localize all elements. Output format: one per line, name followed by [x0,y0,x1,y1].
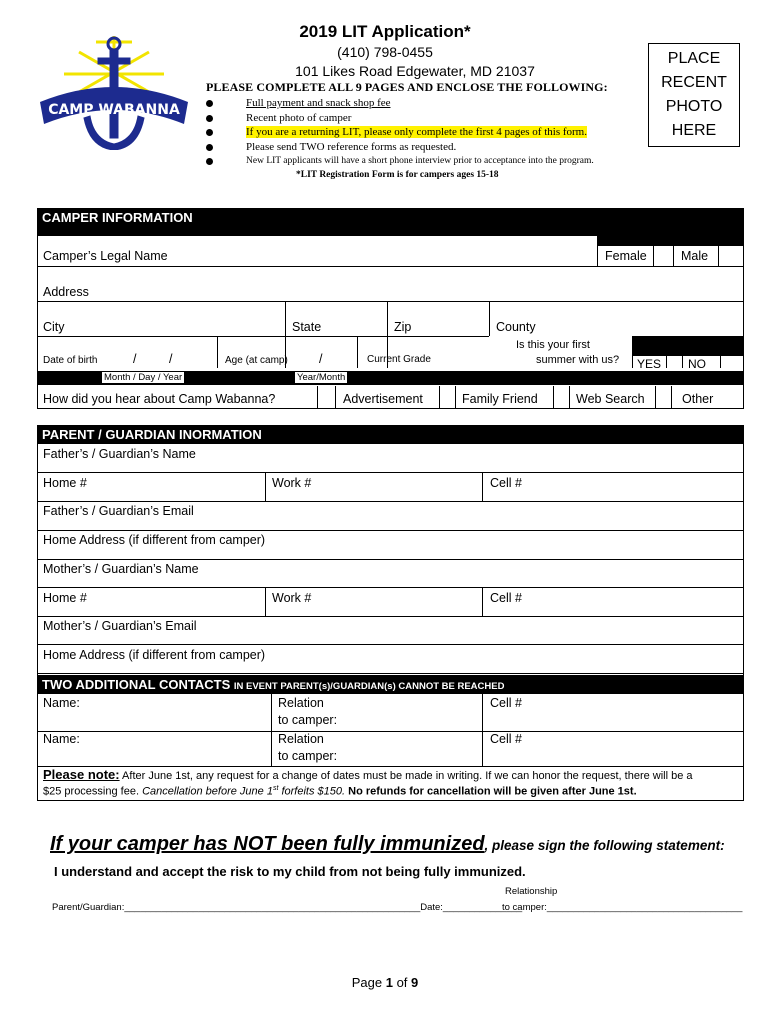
father-home-address-label[interactable]: Home Address (if different from camper) [43,533,266,547]
contact-1-relation-label[interactable]: Relation [278,696,324,710]
please-note-line-2: $25 processing fee. Cancellation before June 1st forfeits $150. No refunds for cancellation will be given after June 1st. [43,785,637,798]
camp-address: 101 Likes Road Edgewater, MD 21037 [295,63,535,79]
list-item: If you are a returning LIT, please only complete the first 4 pages of this form. [206,125,608,140]
age-slash: / [319,352,323,366]
father-work-phone-label[interactable]: Work # [272,476,312,490]
father-home-phone-label[interactable]: Home # [43,476,87,490]
dob-slash: / [133,352,137,366]
photo-box-line-2: RECENT [661,74,727,91]
hear-option-advertisement[interactable]: Advertisement [343,392,423,406]
contact-2-relation-label-2: to camper: [278,749,338,763]
current-grade-label[interactable]: Current Grade [367,354,431,365]
female-option[interactable]: Female [605,249,647,263]
first-summer-question: Is this your first [516,339,590,351]
list-item: Please send TWO reference forms as requested. [206,140,608,155]
camp-phone: (410) 798-0455 [337,44,433,60]
instructions-list [206,96,608,169]
first-summer-no[interactable]: NO [688,357,706,371]
additional-contacts-section [37,675,744,801]
county-label[interactable]: County [496,320,536,334]
how-did-you-hear-label: How did you hear about Camp Wabanna? [43,392,276,406]
age-at-camp-label[interactable]: Age (at camp) [225,355,288,366]
instructions [206,80,608,180]
parent-guardian-section [37,425,744,675]
mother-home-phone-label[interactable]: Home # [43,591,87,605]
page-number: Page 1 of 9 [351,975,419,990]
please-note: Please note: After June 1st, any request for a change of dates must be made in writing. If we can honor the request, there will be a [43,767,693,782]
camp-wabanna-logo [34,32,194,150]
page-title: 2019 LIT Application* [299,22,471,41]
father-email-label[interactable]: Father’s / Guardian’s Email [43,504,194,518]
section-header: TWO ADDITIONAL CONTACTS IN EVENT PARENT(s)/GUARDIAN(s) CANNOT BE REACHED [37,675,744,694]
hear-option-family-friend[interactable]: Family Friend [462,392,538,406]
mother-cell-phone-label[interactable]: Cell # [490,591,522,605]
zip-label[interactable]: Zip [394,320,412,334]
immunization-statement: I understand and accept the risk to my child from not being fully immunized. [54,864,526,879]
father-cell-phone-label[interactable]: Cell # [490,476,522,490]
photo-box-line-4: HERE [671,122,717,139]
list-item: New LIT applicants will have a short phone interview prior to acceptance into the program. [206,154,608,169]
first-summer-yes[interactable]: YES [637,357,662,371]
father-name-label[interactable]: Father’s / Guardian’s Name [43,447,196,461]
relationship-label: Relationship [505,886,558,897]
first-summer-question-2: summer with us? [536,354,620,366]
photo-placeholder-box [648,43,740,147]
list-item: Recent photo of camper [206,111,608,126]
dob-slash: / [169,352,173,366]
city-label[interactable]: City [43,320,65,334]
immunization-heading: If your camper has NOT been fully immunized, please sign the following statement: [50,833,725,855]
mother-home-address-label[interactable]: Home Address (if different from camper) [43,648,266,662]
logo-text: CAMP WABANNA [48,102,180,118]
contact-1-relation-label-2: to camper: [278,713,338,727]
photo-box-line-1: PLACE [667,50,721,67]
list-item: Full payment and snack shop fee [206,96,608,111]
contact-2-name-label[interactable]: Name: [43,732,80,746]
camper-information-section [37,208,744,408]
hear-option-web-search[interactable]: Web Search [576,392,645,406]
mother-work-phone-label[interactable]: Work # [272,591,312,605]
relationship-field[interactable]: to camper:_____________________________________ [502,902,743,913]
camper-legal-name-label[interactable]: Camper’s Legal Name [43,249,168,263]
contact-2-cell-label[interactable]: Cell # [490,732,522,746]
contact-1-name-label[interactable]: Name: [43,696,80,710]
hear-option-other[interactable]: Other [682,392,714,406]
section-header: PARENT / GUARDIAN INORMATION [37,425,744,444]
parent-signature-date-field[interactable]: Parent/Guardian:________________________________________________________Date:_______________ [52,902,523,913]
contact-2-relation-label[interactable]: Relation [278,732,324,746]
section-header: CAMPER INFORMATION [37,208,744,227]
dob-format-hint: Month / Day / Year [104,372,183,383]
age-format-hint: Year/Month [297,372,346,383]
mother-email-label[interactable]: Mother’s / Guardian’s Email [43,619,197,633]
mother-name-label[interactable]: Mother’s / Guardian’s Name [43,562,199,576]
state-label[interactable]: State [292,320,322,334]
lit-age-note: *LIT Registration Form is for campers ages 15-18 [296,169,499,180]
photo-box-line-3: PHOTO [665,98,723,115]
instructions-heading: PLEASE COMPLETE ALL 9 PAGES AND ENCLOSE THE FOLLOWING: [206,80,608,94]
contact-1-cell-label[interactable]: Cell # [490,696,522,710]
date-of-birth-label[interactable]: Date of birth [43,355,98,366]
male-option[interactable]: Male [681,249,709,263]
address-label[interactable]: Address [43,285,89,299]
